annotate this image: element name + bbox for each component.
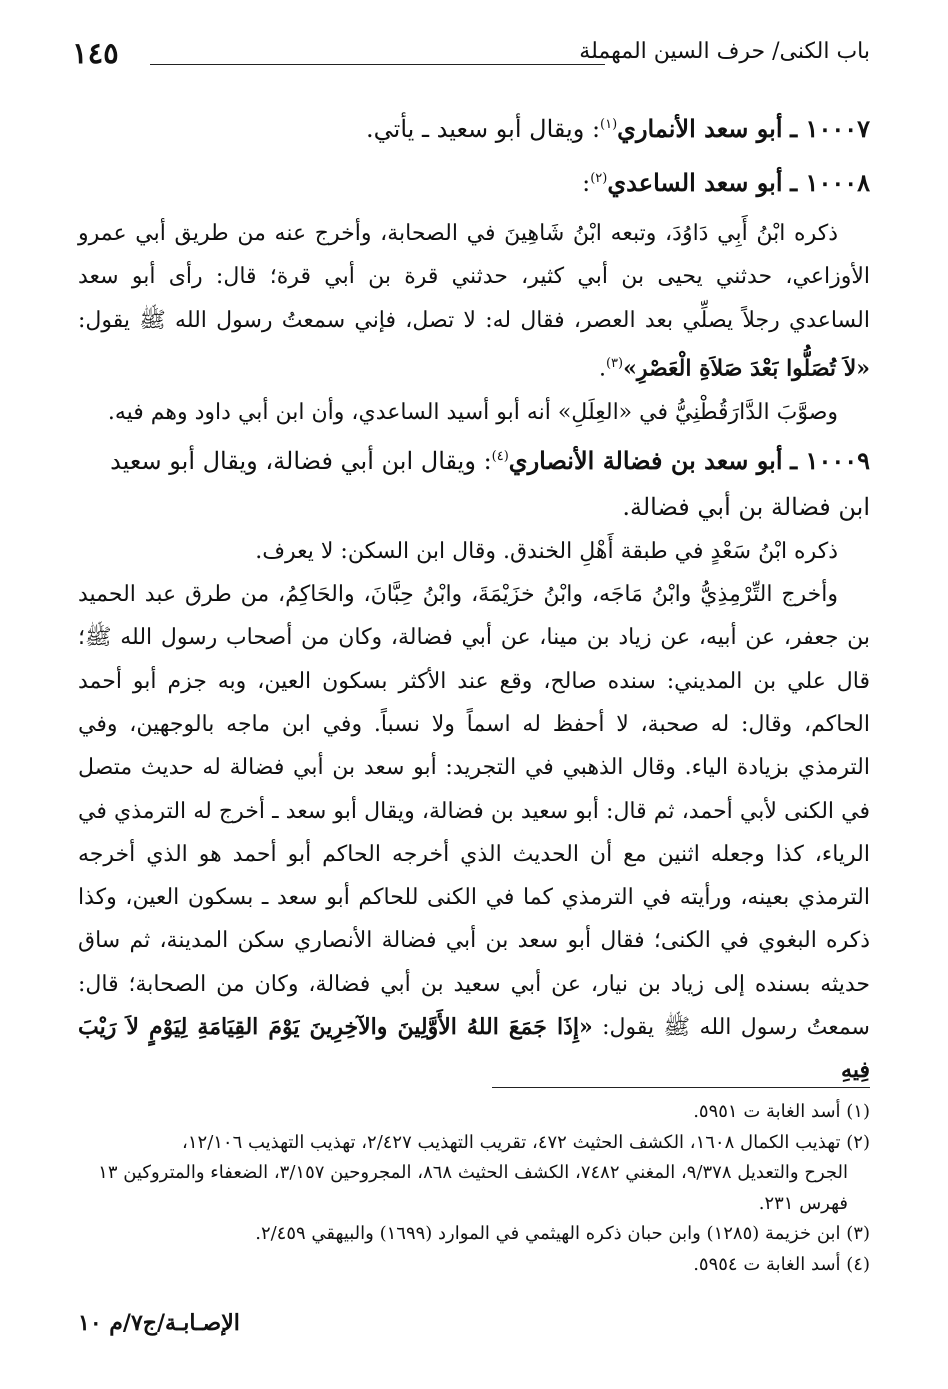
footnotes <box>78 1097 870 1280</box>
footnote-rule <box>492 1087 870 1088</box>
footnote-ref: (٣) <box>605 355 624 371</box>
entry-name: أبو سعد بن فضالة الأنصاري <box>508 445 783 475</box>
entry-name: أبو سعد الساعدي <box>607 168 783 197</box>
page-number: ١٤٥ <box>72 36 119 70</box>
entry-10008 <box>78 154 870 208</box>
entry-text: : <box>582 169 591 197</box>
footnote-1: (١) أسد الغابة ت ٥٩٥١. <box>693 1101 870 1122</box>
signature-mark: الإصـابـة/ج٧/م ١٠ <box>78 1310 240 1336</box>
paragraph: وأخرج التِّرْمِذِيُّ وابْنُ مَاجَه، وابْنُ خزَيْمَةَ، وابْنُ حِبَّانَ، والحَاكِمُ، من طرق عبد الحميد بن جعفر، عن أبيه، عن زياد بن مينا، عن أبي فضالة، وكان من أصحاب رسول الله ﷺ؛ قال علي بن المديني: سنده صالح، وقع عند الأكثر بسكون العين، وبه جزم أبو أحمد الحاكم، وقال: له صحبة، لا أحفظ له اسماً ولا نسباً. وفي ابن ماجه بالوجهين، وفي الترمذي بزيادة الياء. وقال الذهبي في التجريد: أبو سعد بن أبي فضالة له حديث متصل في الكنى لأبي أحمد، ثم قال: أبو سعيد بن فضالة، ويقال أبو سعد ـ أخرج له الترمذي في الرياء، كذا وجعله اثنين مع أن الحديث الذي أخرجه الحاكم أبو أحمد هو الذي أخرجه الترمذي بعينه، ورأيته في الترمذي كما في الكنى للحاكم أبو سعد ـ بسكون العين، وكذا ذكره البغوي في الكنى؛ فقال أبو سعد بن أبي فضالة الأنصاري سكن المدينة، ثم ساق حديثه بسنده إلى زياد بن نيار، عن أبي سعيد بن أبي فضالة، وكان من الصحابة؛ قال: سمعتُ رسول الله ﷺ يقول: «إِذَا جَمَعَ اللهُ الأَوَّلِينَ والآخِرِينَ يَوْمَ القِيَامَةِ لِيَوْمٍ لاَ رَيْبَ فِيهِ <box>78 582 870 1084</box>
running-title: باب الكنى/ حرف السين المهملة <box>579 39 870 64</box>
hadith-quote: «إِذَا جَمَعَ اللهُ الأَوَّلِينَ والآخِرِينَ يَوْمَ القِيَامَةِ لِيَوْمٍ لاَ رَيْبَ فِيهِ <box>78 1014 870 1084</box>
footnote-ref: (١) <box>600 117 618 132</box>
paragraph: وصوَّبَ الدَّارَقُطْنِيُّ في «العِلَلِ» أنه أبو أسيد الساعدي، وأن ابن أبي داود وهم فيه. <box>107 399 838 425</box>
paragraph: ذكره ابْنُ أَبِي دَاوُدَ، وتبعه ابْنُ شَاهِينَ في الصحابة، وأخرج عنه من طريق أبي عمرو الأوزاعي، حدثني يحيى بن أبي كثير، حدثني قرة بن أبي قرة؛ قال: رأى أبو سعد الساعدي رجلاً يصلِّي بعد العصر، فقال له: لا تصل، فإني سمعتُ رسول الله ﷺ يقول: «لاَ تُصَلُّوا بَعْدَ صَلاَةِ الْعَصْرِ»$^{(٣)}$. <box>78 221 870 382</box>
entry-10007 <box>78 100 870 154</box>
footnote-ref: (٤) <box>491 448 509 464</box>
footnote-2: (٢) تهذيب الكمال ١٦٠٨، الكشف الحثيث ٤٧٢، تقريب التهذيب ٢/٤٢٧، تهذيب التهذيب ١٢/١٠٦، الجرح والتعديل ٩/٣٧٨، المغني ٧٤٨٢، الكشف الحثيث ٨٦٨، المجروحين ٣/١٥٧، الضعفاء والمتروكين ١٣ فهرس ٢٣١. <box>98 1131 870 1214</box>
entry-number: ١٠٠٠٩ ـ <box>790 445 870 475</box>
header-rule <box>150 64 605 65</box>
page-header <box>72 36 870 76</box>
main-text <box>78 100 870 1093</box>
entry-number: ١٠٠٠٨ ـ <box>790 168 870 197</box>
footnote-ref: (٢) <box>590 171 608 186</box>
footnote-3: (٣) ابن خزيمة (١٢٨٥) وابن حبان ذكره الهيثمي في الموارد (١٦٩٩) والبيهقي ٢/٤٥٩. <box>255 1223 870 1244</box>
hadith-quote: «لاَ تُصَلُّوا بَعْدَ صَلاَةِ الْعَصْرِ» <box>623 355 870 382</box>
footnote-4: (٤) أسد الغابة ت ٥٩٥٤. <box>693 1253 870 1275</box>
entry-number: ١٠٠٠٧ ـ <box>790 114 870 143</box>
paragraph: ذكره ابْنُ سَعْدٍ في طبقة أَهْلِ الخندق. وقال ابن السكن: لا يعرف. <box>255 538 838 564</box>
entry-text: : ويقال أبو سعيد ـ يأتي. <box>366 115 601 143</box>
entry-name: أبو سعد الأنماري <box>617 114 783 143</box>
entry-text: : ويقال ابن أبي فضالة، ويقال أبو سعيد ابن فضالة بن أبي فضالة. <box>110 446 870 521</box>
entry-10009 <box>78 434 870 530</box>
